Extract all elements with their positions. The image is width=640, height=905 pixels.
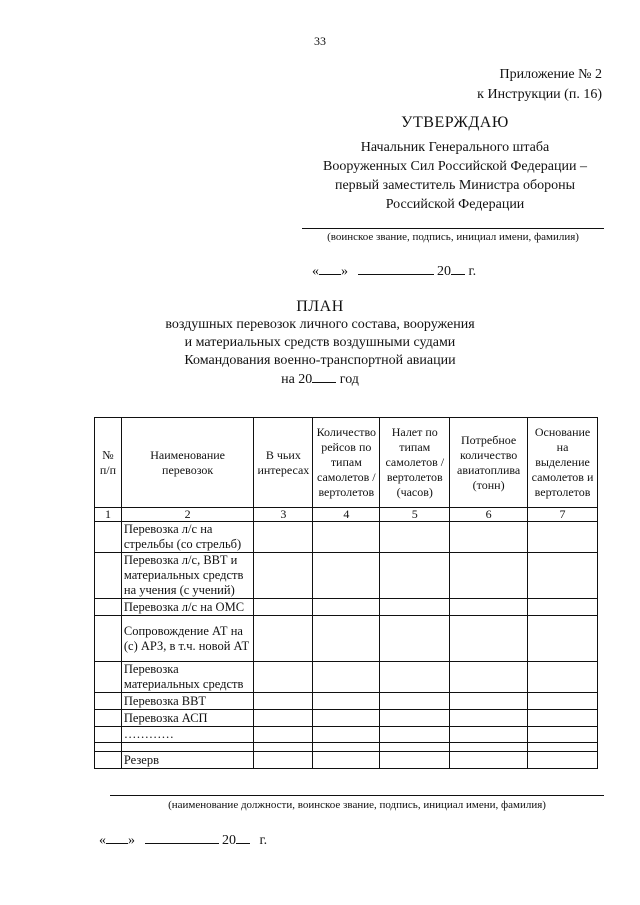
header-interests: В чьих интересах	[254, 418, 313, 508]
table-cell	[528, 616, 598, 662]
plan-year-line	[0, 370, 640, 389]
header-flights-count: Количество рейсов по типам самолетов / вертолетов	[313, 418, 380, 508]
approver-line-3: первый заместитель Министра обороны	[334, 178, 576, 193]
year-blank	[236, 831, 250, 844]
approval-title: УТВЕРЖДАЮ	[401, 114, 509, 131]
table-cell	[313, 743, 380, 752]
approval-signature-caption: (воинское звание, подпись, инициал имени, фамилия)	[327, 231, 579, 243]
table-cell	[95, 743, 122, 752]
column-number: 6	[450, 508, 528, 522]
table-cell	[95, 662, 122, 693]
transport-name-cell: Перевозка ВВТ	[121, 693, 254, 710]
table-cell	[380, 727, 450, 743]
table-cell	[313, 599, 380, 616]
table-cell	[380, 553, 450, 599]
footer-signature-caption: (наименование должности, воинское звание, подпись, инициал имени, фамилия)	[168, 799, 546, 811]
table-cell	[254, 727, 313, 743]
date-year-prefix: 20	[437, 264, 451, 279]
date-open-quote: «	[312, 264, 319, 279]
header-allocation-basis: Основание на выделение самолетов и вертолетов	[528, 418, 598, 508]
table-cell	[380, 752, 450, 769]
table-row	[95, 616, 598, 662]
table-cell	[450, 752, 528, 769]
table-cell	[380, 522, 450, 553]
table-cell	[313, 553, 380, 599]
table-cell	[450, 727, 528, 743]
year-blank	[451, 262, 465, 275]
date-close-quote: »	[341, 264, 348, 279]
table-cell	[254, 743, 313, 752]
table-cell	[95, 693, 122, 710]
table-cell	[254, 710, 313, 727]
table-cell	[313, 522, 380, 553]
date-open-quote: «	[99, 833, 106, 848]
appendix-line-2: к Инструкции (п. 16)	[477, 87, 602, 102]
transport-name-cell: Перевозка материальных средств	[121, 662, 254, 693]
table-cell	[313, 727, 380, 743]
table-cell	[450, 522, 528, 553]
plan-year-blank	[312, 370, 336, 383]
plan-title: ПЛАН	[296, 298, 344, 315]
table-row	[95, 553, 598, 599]
table-row	[95, 710, 598, 727]
table-cell	[313, 693, 380, 710]
date-year-suffix: г.	[468, 264, 477, 279]
table-cell	[313, 616, 380, 662]
table-row	[95, 727, 598, 743]
table-cell	[450, 710, 528, 727]
table-cell	[313, 752, 380, 769]
transport-name-cell: Резерв	[121, 752, 254, 769]
header-fuel-required: Потребное количество авиатоплива (тонн)	[450, 418, 528, 508]
table-cell	[313, 662, 380, 693]
table-cell	[254, 522, 313, 553]
table-cell	[95, 599, 122, 616]
header-transport-name: Наименование перевозок	[121, 418, 254, 508]
table-cell	[95, 553, 122, 599]
date-year-suffix: г.	[259, 833, 268, 848]
table-cell	[254, 553, 313, 599]
table-row	[95, 599, 598, 616]
transport-name-cell: Перевозка л/с на стрельбы (со стрельб)	[121, 522, 254, 553]
column-number: 3	[254, 508, 313, 522]
table-row	[95, 693, 598, 710]
table-cell	[450, 743, 528, 752]
table-cell	[95, 616, 122, 662]
table-cell	[528, 599, 598, 616]
column-number: 2	[121, 508, 254, 522]
table-row	[95, 522, 598, 553]
table-cell	[380, 616, 450, 662]
table-cell	[450, 662, 528, 693]
table-cell	[528, 752, 598, 769]
header-number: № п/п	[95, 418, 122, 508]
table-cell	[380, 662, 450, 693]
table-cell	[254, 693, 313, 710]
table-cell	[380, 743, 450, 752]
month-blank	[145, 831, 219, 844]
table-cell	[528, 662, 598, 693]
day-blank	[319, 262, 341, 275]
approver-line-4: Российской Федерации	[385, 197, 525, 212]
table-cell	[528, 710, 598, 727]
column-number: 7	[528, 508, 598, 522]
table-cell	[450, 693, 528, 710]
approval-date	[312, 262, 476, 280]
table-row	[95, 752, 598, 769]
footer-date	[99, 831, 267, 849]
table-cell	[528, 693, 598, 710]
table-cell	[528, 727, 598, 743]
appendix-reference	[477, 65, 602, 105]
table-cell	[95, 727, 122, 743]
page-number: 33	[314, 34, 326, 48]
approver-line-2: Вооруженных Сил Российской Федерации –	[323, 159, 587, 174]
transport-name-cell: …………	[121, 727, 254, 743]
transport-name-cell	[121, 743, 254, 752]
table-cell	[450, 616, 528, 662]
approver-line-1: Начальник Генерального штаба	[360, 140, 550, 155]
table-cell	[528, 743, 598, 752]
day-blank	[106, 831, 128, 844]
footer-signature-line	[110, 795, 604, 796]
table-cell	[254, 662, 313, 693]
approval-block	[290, 113, 620, 214]
table-cell	[95, 752, 122, 769]
table-cell	[380, 599, 450, 616]
plan-year-prefix: на 20	[281, 372, 313, 387]
table-cell	[528, 553, 598, 599]
plan-subtitle-line-1: воздушных перевозок личного состава, вооружения	[165, 317, 475, 332]
approval-signature-line	[302, 228, 604, 229]
table-cell	[95, 522, 122, 553]
table-cell	[254, 616, 313, 662]
table-cell	[95, 710, 122, 727]
header-flight-hours: Налет по типам самолетов / вертолетов (часов)	[380, 418, 450, 508]
table-header-row	[95, 418, 598, 508]
table-cell	[450, 599, 528, 616]
table-row	[95, 662, 598, 693]
table-cell	[254, 752, 313, 769]
plan-heading	[0, 298, 640, 389]
column-number-row	[95, 508, 598, 522]
table-row	[95, 743, 598, 752]
plan-subtitle-line-3: Командования военно-транспортной авиации	[184, 353, 456, 368]
plan-subtitle-line-2: и материальных средств воздушными судами	[184, 335, 456, 350]
transport-name-cell: Перевозка л/с, ВВТ и материальных средств на учения (с учений)	[121, 553, 254, 599]
column-number: 1	[95, 508, 122, 522]
appendix-line-1: Приложение № 2	[499, 67, 602, 82]
table-cell	[380, 710, 450, 727]
table-cell	[254, 599, 313, 616]
date-year-prefix: 20	[222, 833, 236, 848]
table-cell	[380, 693, 450, 710]
plan-table	[94, 417, 598, 769]
month-blank	[358, 262, 434, 275]
plan-year-suffix: год	[339, 372, 359, 387]
table-cell	[528, 522, 598, 553]
transport-name-cell: Перевозка АСП	[121, 710, 254, 727]
transport-name-cell: Сопровождение АТ на (с) АРЗ, в т.ч. новой АТ	[121, 616, 254, 662]
transport-name-cell: Перевозка л/с на ОМС	[121, 599, 254, 616]
date-close-quote: »	[128, 833, 135, 848]
column-number: 5	[380, 508, 450, 522]
column-number: 4	[313, 508, 380, 522]
table-cell	[450, 553, 528, 599]
table-cell	[313, 710, 380, 727]
